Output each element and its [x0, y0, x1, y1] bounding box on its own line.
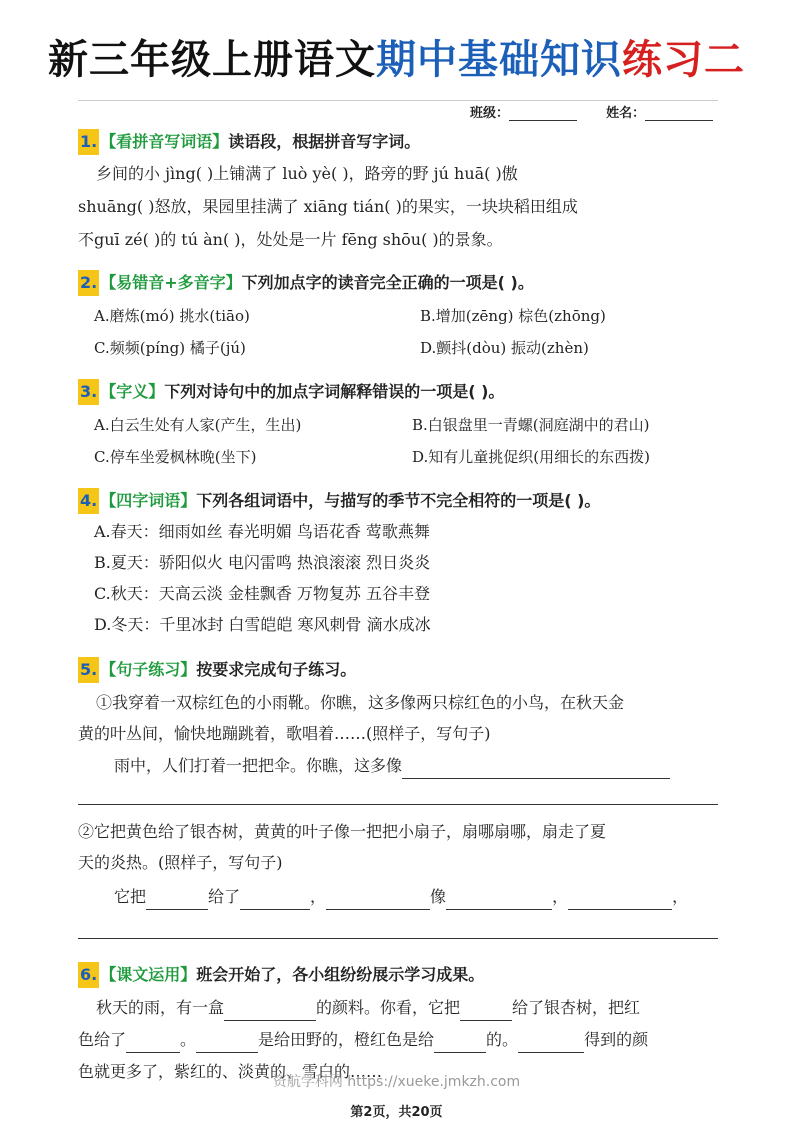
q5-template-text: ， [672, 887, 689, 906]
student-info [470, 102, 713, 121]
q4-instruction: 下列各组词语中，与描写的季节不完全相符的一项是( )。 [196, 491, 601, 510]
q6-heading [78, 962, 484, 988]
q5-sentence2-line1: ②它把黄色给了银杏树，黄黄的叶子像一把把小扇子，扇哪扇哪，扇走了夏 [78, 822, 607, 841]
q2-option-d[interactable]: D.颤抖(dòu) 振动(zhèn) [420, 339, 589, 357]
q6-blank-4[interactable] [196, 1034, 258, 1053]
q6-blank-6[interactable] [518, 1034, 584, 1053]
q5-template-text: 给了 [208, 887, 241, 906]
q5-number: 5. [78, 657, 99, 683]
q1-number: 1. [78, 129, 99, 155]
q4-heading [78, 488, 600, 514]
q1-instruction: 读语段，根据拼音写字词。 [228, 132, 421, 151]
q5-blank-a[interactable] [146, 891, 208, 910]
title-part-black: 新三年级上册语文 [48, 37, 376, 83]
q6-number: 6. [78, 962, 99, 988]
q4-tag: 【四字词语】 [100, 491, 197, 510]
q6-text: 得到的颜 [584, 1030, 649, 1049]
q5-answer-blank-1[interactable] [402, 760, 670, 779]
q6-blank-5[interactable] [434, 1034, 486, 1053]
q4-option-a[interactable]: A.春天：细雨如丝 春光明媚 鸟语花香 莺歌燕舞 [94, 522, 430, 541]
q6-text: 的颜料。你看，它把 [316, 998, 461, 1017]
class-label: 班级： [470, 106, 510, 121]
q6-line-3: 色就更多了，紫红的、淡黄的、雪白的…… [78, 1062, 383, 1081]
name-label: 姓名： [606, 106, 646, 121]
q6-line-1 [96, 995, 640, 1021]
q1-line-1: 乡间的小 jìng( )上铺满了 luò yè( )，路旁的野 jú huā( )傲 [96, 164, 518, 183]
q5-heading [78, 657, 356, 683]
q5-answer-line-1[interactable] [78, 804, 718, 805]
q6-line-2 [78, 1027, 648, 1053]
q5-answer-line-2[interactable] [78, 938, 718, 939]
q3-tag: 【字义】 [100, 382, 165, 401]
q1-line-2: shuāng( )怒放，果园里挂满了 xiāng tián( )的果实，一块块稻田组成 [78, 197, 578, 216]
class-blank[interactable] [509, 106, 577, 121]
q3-number: 3. [78, 379, 99, 405]
q5-prompt-text: 雨中，人们打着一把把伞。你瞧，这多像 [114, 756, 403, 775]
q5-sentence1-line2: 黄的叶丛间，愉快地蹦跳着，歌唱着……(照样子，写句子) [78, 724, 491, 743]
watermark: 资航学科网 https://xueke.jmkzh.com [272, 1074, 521, 1090]
page-number: 第2页，共20页 [350, 1105, 443, 1120]
q2-number: 2. [78, 270, 99, 296]
q6-text: 的。 [486, 1030, 519, 1049]
q5-sentence1-line1: ①我穿着一双棕红色的小雨靴。你瞧，这多像两只棕红色的小鸟，在秋天金 [96, 693, 625, 712]
q2-option-c[interactable]: C.频频(píng) 橘子(jú) [94, 339, 246, 357]
q3-option-d[interactable]: D.知有儿童挑促织(用细长的东西拨) [412, 448, 650, 466]
q2-heading [78, 270, 534, 296]
q5-template-text: ， [552, 887, 569, 906]
q5-tag: 【句子练习】 [100, 660, 197, 679]
q6-text: 秋天的雨，有一盒 [96, 998, 225, 1017]
q6-text: 色给了 [78, 1030, 127, 1049]
page-title [0, 34, 793, 86]
q4-option-c[interactable]: C.秋天：天高云淡 金桂飘香 万物复苏 五谷丰登 [94, 584, 431, 603]
title-divider [78, 100, 718, 101]
q3-option-b[interactable]: B.白银盘里一青螺(洞庭湖中的君山) [412, 416, 650, 434]
q6-blank-1[interactable] [224, 1002, 316, 1021]
q1-line-3: 不guī zé( )的 tú àn( )，处处是一片 fēng shōu( )的景象。 [78, 230, 503, 249]
q3-instruction: 下列对诗句中的加点字词解释错误的一项是( )。 [164, 382, 505, 401]
q6-blank-3[interactable] [126, 1034, 180, 1053]
q4-number: 4. [78, 488, 99, 514]
q4-option-d[interactable]: D.冬天：千里冰封 白雪皑皑 寒风刺骨 滴水成冰 [94, 615, 431, 634]
q5-blank-d[interactable] [446, 891, 552, 910]
q3-option-a[interactable]: A.白云生处有人家(产生，生出) [94, 416, 302, 434]
q2-tag: 【易错音+多音字】 [100, 273, 242, 292]
q5-blank-c[interactable] [326, 891, 430, 910]
q2-option-b[interactable]: B.增加(zēng) 棕色(zhōng) [420, 307, 606, 325]
q5-template-text: 它把 [114, 887, 147, 906]
q6-tag: 【课文运用】 [100, 965, 197, 984]
title-part-red: 练习二 [622, 37, 745, 83]
q5-blank-b[interactable] [240, 891, 310, 910]
q5-blank-e[interactable] [568, 891, 672, 910]
q5-template-text: 像 [430, 887, 447, 906]
q5-sentence2-line2: 天的炎热。(照样子，写句子) [78, 853, 283, 872]
q1-tag: 【看拼音写词语】 [100, 132, 229, 151]
q2-option-a[interactable]: A.磨炼(mó) 挑水(tiāo) [94, 307, 250, 325]
q3-option-c[interactable]: C.停车坐爱枫林晚(坐下) [94, 448, 257, 466]
q1-heading [78, 129, 420, 155]
q5-sentence1-prompt [114, 753, 670, 779]
q6-text: 是给田野的，橙红色是给 [258, 1030, 435, 1049]
title-part-blue: 期中基础知识 [376, 37, 622, 83]
q2-instruction: 下列加点字的读音完全正确的一项是( )。 [241, 273, 534, 292]
q5-sentence2-template [114, 884, 688, 910]
q5-instruction: 按要求完成句子练习。 [196, 660, 357, 679]
q5-template-text: ， [310, 887, 327, 906]
q6-blank-2[interactable] [460, 1002, 512, 1021]
name-blank[interactable] [645, 106, 713, 121]
q6-text: 。 [180, 1030, 197, 1049]
q3-heading [78, 379, 504, 405]
q6-text: 给了银杏树，把红 [512, 998, 641, 1017]
q4-option-b[interactable]: B.夏天：骄阳似火 电闪雷鸣 热浪滚滚 烈日炎炎 [94, 553, 431, 572]
q6-instruction: 班会开始了，各小组纷纷展示学习成果。 [196, 965, 485, 984]
